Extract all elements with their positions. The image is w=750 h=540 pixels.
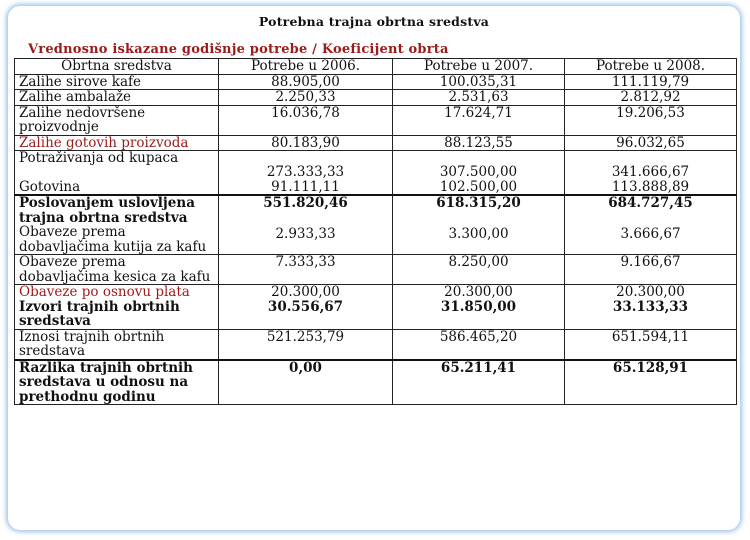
row-value: 102.500,00 — [393, 180, 565, 196]
row-label: Obaveze po osnovu plata — [15, 285, 219, 300]
row-value: 20.300,00 — [219, 285, 393, 300]
header-cell: Potrebe u 2006. — [219, 59, 393, 75]
header-cell: Obrtna sredstva — [15, 59, 219, 75]
table-row — [15, 285, 737, 300]
table-row — [15, 180, 737, 196]
row-value: 16.036,78 — [219, 105, 393, 135]
table-row — [15, 225, 737, 255]
row-value: 521.253,79 — [219, 329, 393, 360]
row-value: 111.119,79 — [565, 74, 737, 90]
table-row — [15, 195, 737, 225]
row-value: 2.250,33 — [219, 90, 393, 106]
table-row — [15, 255, 737, 285]
header-cell: Potrebe u 2007. — [393, 59, 565, 75]
row-value: 2.933,33 — [219, 225, 393, 255]
table-row — [15, 329, 737, 360]
row-label: Iznosi trajnih obrtnih sredstava — [15, 329, 219, 360]
row-value: 88.905,00 — [219, 74, 393, 90]
row-label: Potraživanja od kupaca — [15, 151, 219, 180]
header-cell: Potrebe u 2008. — [565, 59, 737, 75]
row-value: 3.666,67 — [565, 225, 737, 255]
row-value: 341.666,67 — [565, 151, 737, 180]
row-value: 20.300,00 — [565, 285, 737, 300]
row-value: 586.465,20 — [393, 329, 565, 360]
row-value: 100.035,31 — [393, 74, 565, 90]
row-label: Zalihe gotovih proizvoda — [15, 135, 219, 151]
row-value: 30.556,67 — [219, 300, 393, 330]
page-title: Potrebna trajna obrtna sredstva — [258, 14, 490, 29]
table-row — [15, 300, 737, 330]
working-capital-table — [14, 58, 737, 405]
table-row — [15, 105, 737, 135]
row-value: 20.300,00 — [393, 285, 565, 300]
row-label: Obaveze prema dobavljačima kesica za kafu — [15, 255, 219, 285]
row-value: 9.166,67 — [565, 255, 737, 285]
row-value: 88.123,55 — [393, 135, 565, 151]
row-value: 2.812,92 — [565, 90, 737, 106]
table-header-row — [15, 59, 737, 75]
row-value: 33.133,33 — [565, 300, 737, 330]
row-value: 80.183,90 — [219, 135, 393, 151]
row-label: Obaveze prema dobavljačima kutija za kafu — [15, 225, 219, 255]
row-value: 273.333,33 — [219, 151, 393, 180]
row-value: 19.206,53 — [565, 105, 737, 135]
row-value: 91.111,11 — [219, 180, 393, 196]
row-label: Razlika trajnih obrtnih sredstava u odnosu na prethodnu godinu — [15, 360, 219, 405]
table-row — [15, 151, 737, 180]
table-row — [15, 90, 737, 106]
table-row — [15, 135, 737, 151]
row-value: 0,00 — [219, 360, 393, 405]
row-value: 17.624,71 — [393, 105, 565, 135]
row-value: 3.300,00 — [393, 225, 565, 255]
row-label: Zalihe nedovršene proizvodnje — [15, 105, 219, 135]
row-value: 8.250,00 — [393, 255, 565, 285]
row-value: 2.531,63 — [393, 90, 565, 106]
row-value: 96.032,65 — [565, 135, 737, 151]
row-label: Poslovanjem uslovljena trajna obrtna sredstva — [15, 195, 219, 225]
row-value: 65.211,41 — [393, 360, 565, 405]
row-value: 65.128,91 — [565, 360, 737, 405]
table-row — [15, 360, 737, 405]
row-value: 307.500,00 — [393, 151, 565, 180]
page-subtitle: Vrednosno iskazane godišnje potrebe / Koeficijent obrta — [28, 42, 449, 57]
table-row — [15, 74, 737, 90]
row-label: Zalihe ambalaže — [15, 90, 219, 106]
row-value: 31.850,00 — [393, 300, 565, 330]
row-label: Zalihe sirove kafe — [15, 74, 219, 90]
row-value: 684.727,45 — [565, 195, 737, 225]
row-value: 651.594,11 — [565, 329, 737, 360]
row-value: 7.333,33 — [219, 255, 393, 285]
row-label: Izvori trajnih obrtnih sredstava — [15, 300, 219, 330]
row-value: 618.315,20 — [393, 195, 565, 225]
row-value: 551.820,46 — [219, 195, 393, 225]
row-label: Gotovina — [15, 180, 219, 196]
row-value: 113.888,89 — [565, 180, 737, 196]
